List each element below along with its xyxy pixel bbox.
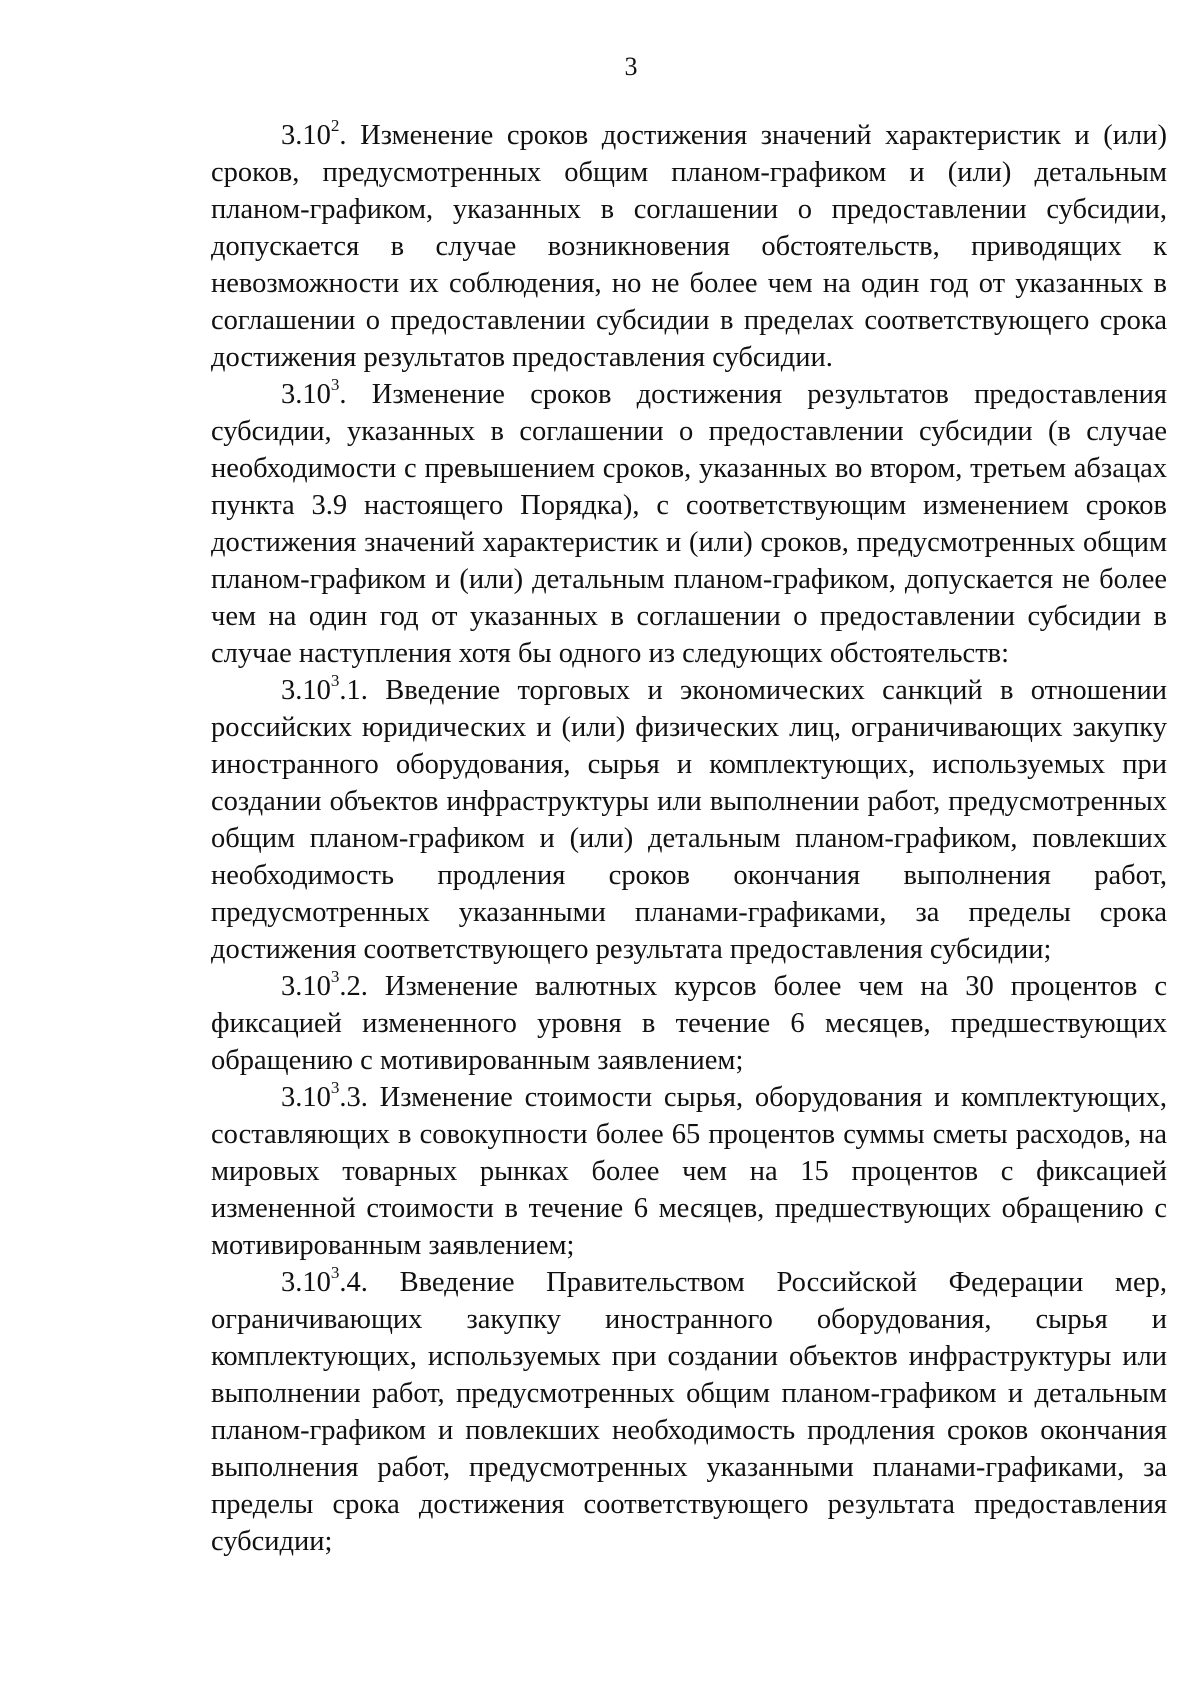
clause-number: 3.10$^3$.2. — [281, 967, 368, 1002]
paragraph-text: Изменение сроков достижения результатов предоставления субсидии, указанных в соглашении о предоставлении субсидии (в случае необходимости с превышением сроков, указанных во втором, третьем абзацах пункта 3.9 настоящего Порядка), с соответствующим изменением сроков достижения значений характеристик и (или) сроков, предусмотренных общим планом-графиком и (или) детальным планом-графиком, допускается не более чем на один год от указанных в соглашении о предоставлении субсидии в случае наступления хотя бы одного из следующих обстоятельств: — [211, 379, 1167, 669]
clause-number: 3.10$^3$.4. — [281, 1263, 368, 1298]
paragraph-text: Изменение валютных курсов более чем на 30 процентов с фиксацией измененного уровня в течение 6 месяцев, предшествующих обращению с мотивированным заявлением; — [211, 971, 1167, 1076]
clause-number: 3.10$^2$. — [281, 116, 347, 151]
paragraph-3-10-3 — [211, 376, 1167, 672]
clause-superscript: 3 — [330, 967, 340, 987]
paragraph-3-10-3-4 — [211, 1264, 1167, 1560]
paragraph-3-10-3-2 — [211, 968, 1167, 1079]
clause-superscript: 3 — [330, 671, 340, 691]
document-body — [211, 117, 1167, 1560]
clause-number: 3.10$^3$.3. — [281, 1078, 368, 1113]
paragraph-text: Изменение стоимости сырья, оборудования и комплектующих, составляющих в совокупности более 65 процентов суммы сметы расходов, на мировых товарных рынках более чем на 15 процентов с фиксацией измененной стоимости в течение 6 месяцев, предшествующих обращению с мотивированным заявлением; — [211, 1082, 1167, 1261]
clause-superscript: 3 — [330, 1078, 340, 1098]
paragraph-text: Изменение сроков достижения значений характеристик и (или) сроков, предусмотренных общим планом-графиком и (или) детальным планом-графиком, указанных в соглашении о предоставлении субсидии, допускается в случае возникновения обстоятельств, приводящих к невозможности их соблюдения, но не более чем на один год от указанных в соглашении о предоставлении субсидии в пределах соответствующего срока достижения результатов предоставления субсидии. — [211, 120, 1167, 373]
paragraph-3-10-3-1 — [211, 672, 1167, 968]
paragraph-3-10-3-3 — [211, 1079, 1167, 1264]
clause-number: 3.10$^3$.1. — [281, 671, 368, 706]
clause-superscript: 3 — [330, 1263, 340, 1283]
page-number: 3 — [624, 52, 638, 81]
clause-superscript: 3 — [330, 375, 340, 395]
clause-superscript: 2 — [330, 116, 340, 136]
paragraph-3-10-2 — [211, 117, 1167, 376]
paragraph-text: Введение торговых и экономических санкций в отношении российских юридических и (или) физических лиц, ограничивающих закупку иностранного оборудования, сырья и комплектующих, используемых при создании объектов инфраструктуры или выполнении работ, предусмотренных общим планом-графиком и (или) детальным планом-графиком, повлекших необходимость продления сроков окончания выполнения работ, предусмотренных указанными планами-графиками, за пределы срока достижения соответствующего результата предоставления субсидии; — [211, 675, 1167, 965]
clause-number: 3.10$^3$. — [281, 375, 347, 410]
paragraph-text: Введение Правительством Российской Федерации мер, ограничивающих закупку иностранного оборудования, сырья и комплектующих, используемых при создании объектов инфраструктуры или выполнении работ, предусмотренных общим планом-графиком и детальным планом-графиком и повлекших необходимость продления сроков окончания выполнения работ, предусмотренных указанными планами-графиками, за пределы срока достижения соответствующего результата предоставления субсидии; — [211, 1267, 1167, 1557]
